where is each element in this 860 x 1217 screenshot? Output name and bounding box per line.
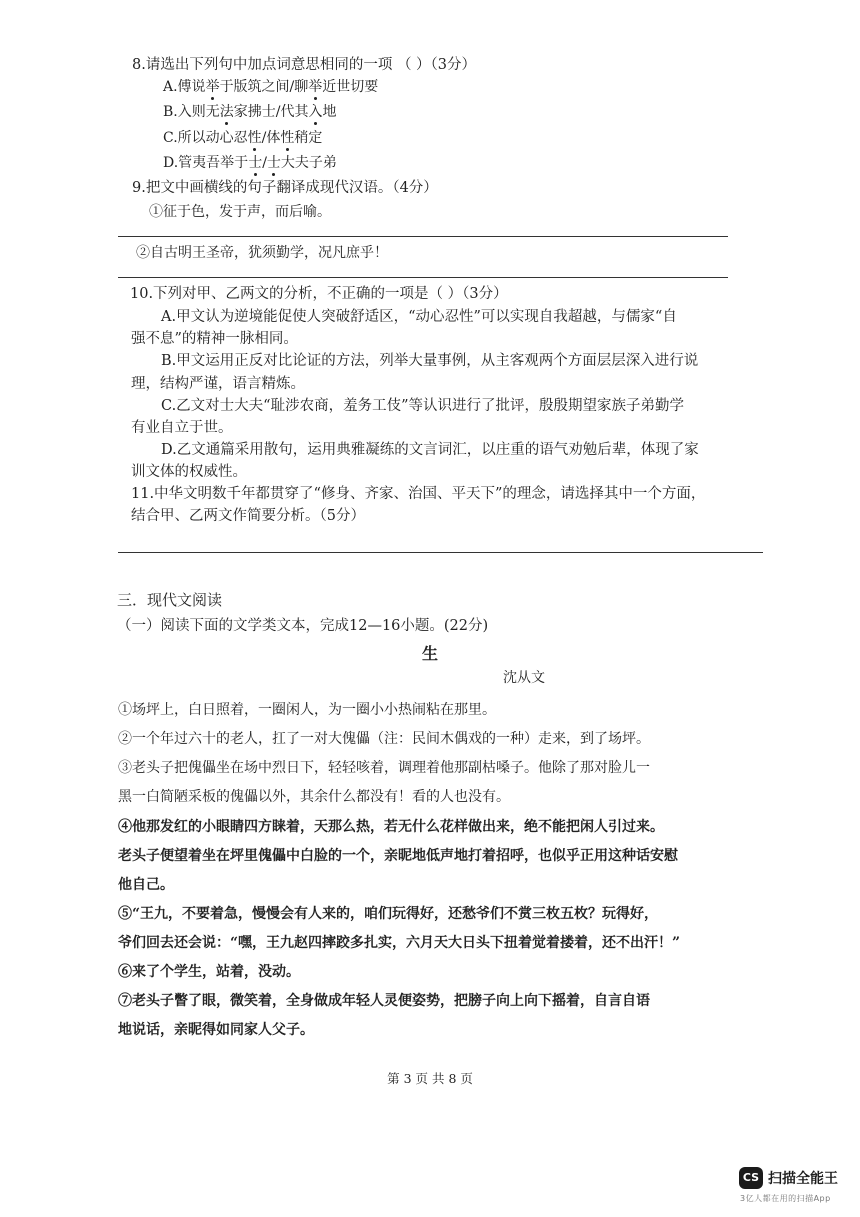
q8-d-dotted-1: 士 (248, 155, 263, 171)
q10-option-c-line-2: 有业自立于世。 (131, 420, 233, 436)
story-paragraph-5-line-2: 爷们回去还会说：“嘿，王九赵四摔跤多扎实，六月天大日头下扭着觉着搂着，还不出汗！” (118, 935, 681, 951)
story-paragraph-1: ①场坪上，白日照着，一圈闲人，为一圈小小热闹粘在那里。 (118, 702, 496, 718)
q9-answer-line-1 (118, 236, 728, 237)
q8-d-text: D.管夷吾举于 (163, 155, 249, 171)
scanner-tagline: 3亿人都在用的扫描App (740, 1194, 831, 1203)
q8-option-a (163, 78, 378, 96)
story-paragraph-6: ⑥来了个学生，站着，没动。 (118, 964, 300, 980)
q8-a-text: A.傅说 (163, 79, 206, 95)
q8-c-text-end: 稍定 (294, 130, 323, 146)
q8-d-dotted-2: 士 (266, 155, 281, 171)
story-paragraph-4-line-3: 他自己。 (118, 877, 174, 893)
story-paragraph-3-line-1: ③老头子把傀儡坐在场中烈日下，轻轻咳着，调理着他那副枯嗓子。他除了那对脸儿一 (118, 760, 650, 776)
q9-answer-line-2 (118, 277, 728, 278)
q8-c-text-mid: /体 (261, 130, 281, 146)
story-paragraph-4-line-2: 老头子便望着坐在坪里傀儡中白脸的一个，亲昵地低声地打着招呼，也似乎正用这种话安慰 (118, 848, 678, 864)
q8-b-text-end: 地 (322, 104, 337, 120)
q8-b-dotted-1: 法 (219, 104, 234, 120)
q9-sentence-1: ①征于色，发于声，而后喻。 (149, 204, 331, 220)
story-paragraph-5-line-1: ⑤“王九，不要着急，慢慢会有人来的，咱们玩得好，还愁爷们不赏三枚五枚？玩得好， (118, 906, 659, 922)
scanner-app-name: 扫描全能王 (768, 1171, 838, 1187)
q8-b-text: B.入则无 (163, 104, 220, 120)
q10-option-c-line-1: C.乙文对士大夫“耻涉农商，羞务工伎”等认识进行了批评，殷殷期望家族子弟勤学 (161, 398, 685, 414)
q10-option-b-line-1: B.甲文运用正反对比论证的方法，列举大量事例，从主客观两个方面层层深入进行说 (161, 353, 699, 369)
q8-c-text: C.所以动心忍 (163, 130, 248, 146)
q8-b-dotted-2: 入 (308, 104, 323, 120)
q8-option-c (163, 129, 322, 147)
story-title: 生 (421, 644, 438, 663)
q8-option-b (163, 103, 336, 121)
q8-b-text-mid: 家拂士/代其 (233, 104, 309, 120)
q8-option-d (163, 154, 337, 172)
q10-option-a-line-2: 强不息”的精神一脉相同。 (131, 331, 298, 347)
q11-line-2: 结合甲、乙两文作简要分析。（5分） (131, 508, 365, 524)
q8-d-text-mid: / (262, 155, 267, 171)
q9-stem: 9.把文中画横线的句子翻译成现代汉语。（4分） (132, 180, 438, 196)
q8-a-dotted-2: 举 (308, 79, 323, 95)
q8-stem: 8.请选出下列句中加点词意思相同的一项 （ ）（3分） (132, 57, 477, 73)
q8-a-dotted-1: 举 (205, 79, 220, 95)
story-paragraph-7-line-2: 地说话，亲昵得如同家人父子。 (118, 1022, 314, 1038)
q8-d-text-end: 大夫子弟 (280, 155, 337, 171)
q9-sentence-2: ②自古明王圣帝，犹须勤学，况凡庶乎！ (136, 245, 388, 261)
q10-option-b-line-2: 理，结构严谨，语言精炼。 (131, 376, 305, 392)
story-paragraph-4-line-1: ④他那发红的小眼睛四方睐着，天那么热，若无什么花样做出来，绝不能把闲人引过来。 (118, 819, 664, 835)
q8-a-text-mid: 于版筑之间/聊 (219, 79, 309, 95)
section-intro: （一）阅读下面的文学类文本，完成12—16小题。(22分) (117, 618, 489, 634)
q8-c-dotted-2: 性 (280, 130, 295, 146)
story-paragraph-3-line-2: 黑一白简陋采板的傀儡以外，其余什么都没有！看的人也没有。 (118, 789, 510, 805)
story-paragraph-2: ②一个年过六十的老人，扛了一对大傀儡（注：民间木偶戏的一种）走来，到了场坪。 (118, 731, 650, 747)
q8-c-dotted-1: 性 (247, 130, 262, 146)
q10-option-d-line-1: D.乙文通篇采用散句，运用典雅凝练的文言词汇，以庄重的语气劝勉后辈，体现了家 (161, 442, 699, 458)
scanner-logo-icon: CS (739, 1167, 763, 1189)
story-author: 沈从文 (503, 670, 545, 686)
section-heading: 三．现代文阅读 (117, 591, 223, 609)
q10-option-d-line-2: 训文体的权威性。 (131, 464, 247, 480)
page-number: 第 3 页 共 8 页 (387, 1071, 473, 1086)
q11-line-1: 11.中华文明数千年都贯穿了“修身、齐家、治国、平天下”的理念，请选择其中一个方面， (131, 486, 706, 502)
q8-a-text-end: 近世切要 (322, 79, 379, 95)
q10-option-a-line-1: A.甲文认为逆境能促使人突破舒适区，“动心忍性”可以实现自我超越，与儒家“自 (161, 309, 677, 325)
q11-answer-line (118, 552, 763, 553)
q10-stem: 10.下列对甲、乙两文的分析，不正确的一项是（ ）（3分） (130, 286, 508, 302)
story-paragraph-7-line-1: ⑦老头子瞥了眼，微笑着，全身做成年轻人灵便姿势，把膀子向上向下摇着，自言自语 (118, 993, 650, 1009)
